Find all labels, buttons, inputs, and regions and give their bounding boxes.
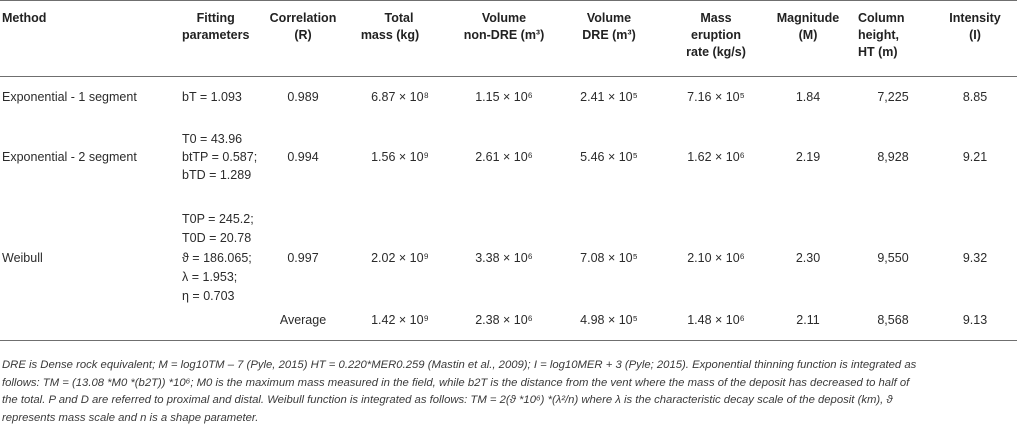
row3-correlation: 0.997 [287, 251, 319, 265]
row2-method: Exponential - 2 segment [2, 150, 137, 164]
row2-volume-dre: 5.46 × 10⁵ [580, 150, 638, 164]
average-magnitude: 2.11 [796, 313, 820, 327]
row3-param: η = 0.703 [182, 289, 235, 303]
header-correlation-line2: (R) [294, 28, 312, 42]
header-fitting-parameters [182, 10, 249, 44]
header-volume-dre-line2: DRE (m³) [582, 28, 636, 42]
row2-column-height: 8,928 [877, 150, 909, 164]
header-magnitude [768, 10, 848, 44]
row2-param: bTD = 1.289 [182, 168, 252, 182]
row3-total-mass: 2.02 × 10⁹ [371, 251, 429, 265]
header-rule [0, 76, 1017, 77]
header-correlation [262, 10, 344, 44]
row3-param: ϑ = 186.065; [182, 251, 252, 265]
row3-param: T0P = 245.2; [182, 212, 254, 226]
header-volume-dre-line1: Volume [586, 11, 632, 25]
header-total-mass-line2: mass (kg) [360, 28, 420, 42]
average-mer: 1.48 × 10⁶ [687, 313, 745, 327]
row3-volume-nondre: 3.38 × 10⁶ [475, 251, 533, 265]
header-total-mass [350, 10, 430, 44]
average-intensity: 9.13 [962, 313, 988, 327]
average-column-height: 8,568 [877, 313, 909, 327]
row2-correlation: 0.994 [287, 150, 319, 164]
footnote-line: DRE is Dense rock equivalent; M = log10TM – 7 (Pyle, 2015) HT = 0.220*MER0.259 (Mastin et al., 2009); I = log10MER + 3 (Pyle; 2015). Exponential thinning function is integrated as [2, 359, 917, 371]
header-volume-nondre-line2: non-DRE (m³) [463, 28, 545, 42]
row2-param: btTP = 0.587; [182, 150, 258, 164]
row1-method: Exponential - 1 segment [2, 90, 137, 104]
header-volume-nondre [450, 10, 558, 44]
row1-intensity: 8.85 [962, 90, 988, 104]
row2-magnitude: 2.19 [795, 150, 821, 164]
row3-column-height: 9,550 [877, 251, 909, 265]
header-total-mass-line1: Total [384, 11, 414, 25]
header-magnitude-line2: (M) [798, 28, 818, 42]
header-fitting-line2: parameters [182, 28, 250, 42]
row2-mer: 1.62 × 10⁶ [687, 150, 745, 164]
row3-param: T0D = 20.78 [182, 231, 252, 245]
row1-magnitude: 1.84 [795, 90, 821, 104]
top-rule [0, 0, 1017, 1]
bottom-rule [0, 340, 1017, 341]
header-column-line3: HT (m) [858, 45, 898, 59]
average-total-mass: 1.42 × 10⁹ [371, 313, 429, 327]
header-column-line2: height, [858, 28, 899, 42]
footnote-line: follows: TM = (13.08 *M0 *(b2T)) *10⁶; M0 is the maximum mass measured in the field, while b2T is the distance from the vent where the mass of the deposit has decreased to half of [2, 376, 910, 389]
row1-volume-dre: 2.41 × 10⁵ [580, 90, 638, 104]
average-volume-dre: 4.98 × 10⁵ [580, 313, 638, 327]
header-volume-nondre-line1: Volume [481, 11, 527, 25]
row2-intensity: 9.21 [962, 150, 988, 164]
average-label: Average [279, 313, 327, 327]
header-method: Method [2, 11, 47, 25]
row1-correlation: 0.989 [287, 90, 319, 104]
row2-volume-nondre: 2.61 × 10⁶ [475, 150, 533, 164]
row1-column-height: 7,225 [877, 90, 909, 104]
row2-total-mass: 1.56 × 10⁹ [371, 150, 429, 164]
header-correlation-line1: Correlation [269, 11, 337, 25]
row3-magnitude: 2.30 [795, 251, 821, 265]
row1-total-mass: 6.87 × 10⁸ [371, 90, 429, 104]
row1-param: bT = 1.093 [182, 90, 242, 104]
row3-intensity: 9.32 [962, 251, 988, 265]
row2-param: T0 = 43.96 [182, 132, 243, 146]
header-mer-line2: eruption [691, 28, 741, 42]
row3-method: Weibull [2, 251, 43, 265]
header-intensity [940, 10, 1010, 44]
header-mer-line3: rate (kg/s) [686, 45, 746, 59]
header-mer-line1: Mass [700, 11, 732, 25]
footnote-line: represents mass scale and n is a shape parameter. [2, 411, 259, 424]
row1-mer: 7.16 × 10⁵ [687, 90, 745, 104]
header-fitting-line1: Fitting [196, 11, 235, 25]
row3-param: λ = 1.953; [182, 270, 238, 284]
header-mass-eruption-rate [676, 10, 756, 61]
header-intensity-line2: (I) [969, 28, 981, 42]
header-column-height [858, 10, 928, 61]
row1-volume-nondre: 1.15 × 10⁶ [475, 90, 533, 104]
row3-volume-dre: 7.08 × 10⁵ [580, 251, 638, 265]
row3-mer: 2.10 × 10⁶ [687, 251, 745, 265]
header-volume-dre [570, 10, 648, 44]
header-intensity-line1: Intensity [949, 11, 1001, 25]
table-footnote [2, 357, 1012, 427]
header-magnitude-line1: Magnitude [776, 11, 840, 25]
header-column-line1: Column [858, 11, 905, 25]
footnote-line: the total. P and D are referred to proximal and distal. Weibull function is integrated as follows: TM = 2(ϑ *10⁶) *(λ²/n) where λ is the characteristic decay scale of the deposit (km), ϑ [2, 394, 893, 407]
average-volume-nondre: 2.38 × 10⁶ [475, 313, 533, 327]
